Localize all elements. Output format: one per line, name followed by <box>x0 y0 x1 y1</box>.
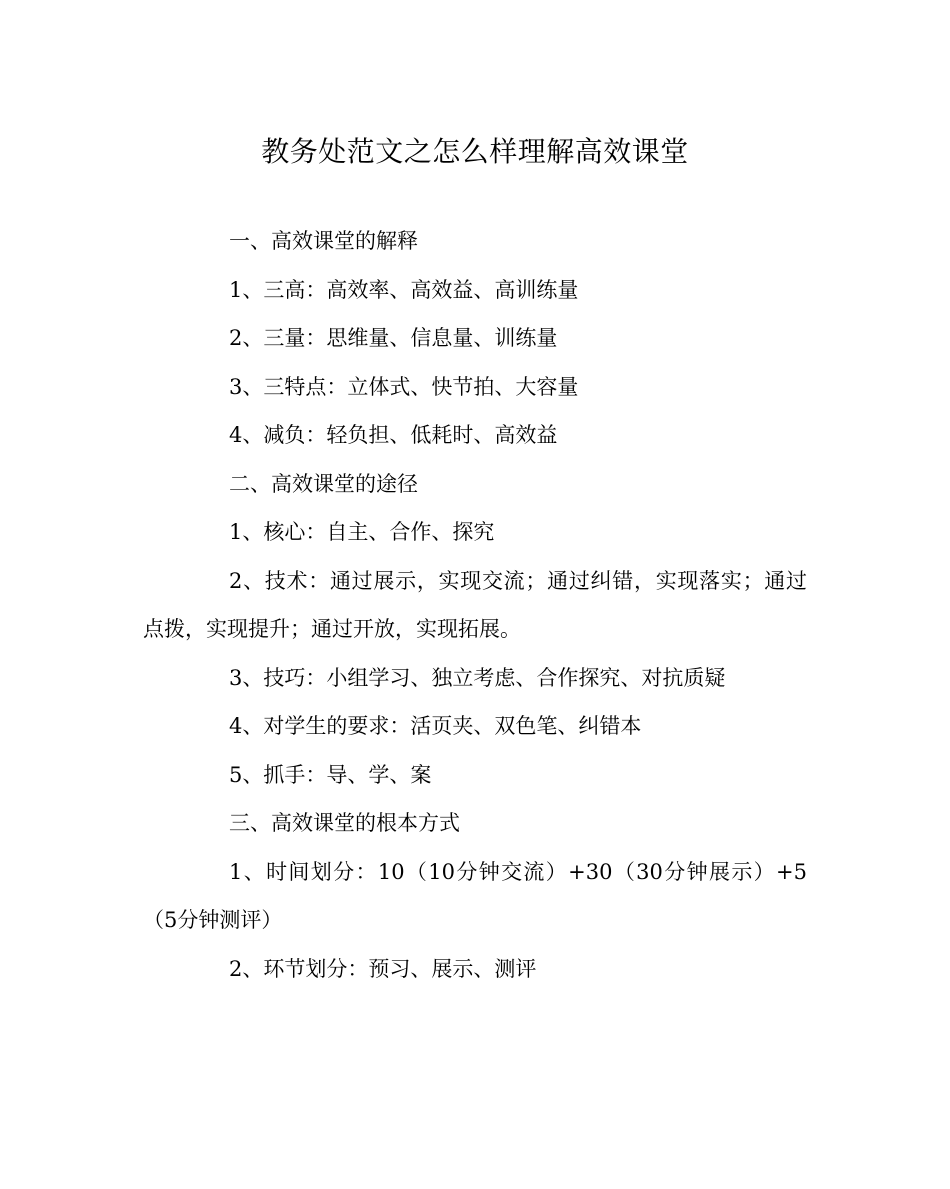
list-item: 3、三特点：立体式、快节拍、大容量 <box>229 374 579 399</box>
list-item: 1、核心：自主、合作、探究 <box>229 520 495 544</box>
list-item: 5、抓手：导、学、案 <box>229 762 432 787</box>
section-heading-1: 一、高效课堂的解释 <box>229 229 418 253</box>
list-item: 2、环节划分：预习、展示、测评 <box>229 956 537 981</box>
list-item: 2、三量：思维量、信息量、训练量 <box>229 326 558 350</box>
section-heading-3: 三、高效课堂的根本方式 <box>229 811 460 835</box>
document-title: 教务处范文之怎么样理解高效课堂 <box>261 135 689 168</box>
list-item: 3、技巧：小组学习、独立考虑、合作探究、对抗质疑 <box>229 665 726 690</box>
list-item: 4、对学生的要求：活页夹、双色笔、纠错本 <box>229 714 642 738</box>
list-item: 1、三高：高效率、高效益、高训练量 <box>229 277 579 302</box>
list-item: 2、技术：通过展示，实现交流；通过纠错，实现落实；通过点拨，实现提升；通过开放，实现拓展。 <box>143 568 807 641</box>
section-heading-2: 二、高效课堂的途径 <box>229 471 418 496</box>
list-item: 1、时间划分：10（10分钟交流）+30（30分钟展示）+5（5分钟测评） <box>143 859 807 932</box>
list-item: 4、减负：轻负担、低耗时、高效益 <box>229 423 558 447</box>
document-body <box>143 217 807 993</box>
